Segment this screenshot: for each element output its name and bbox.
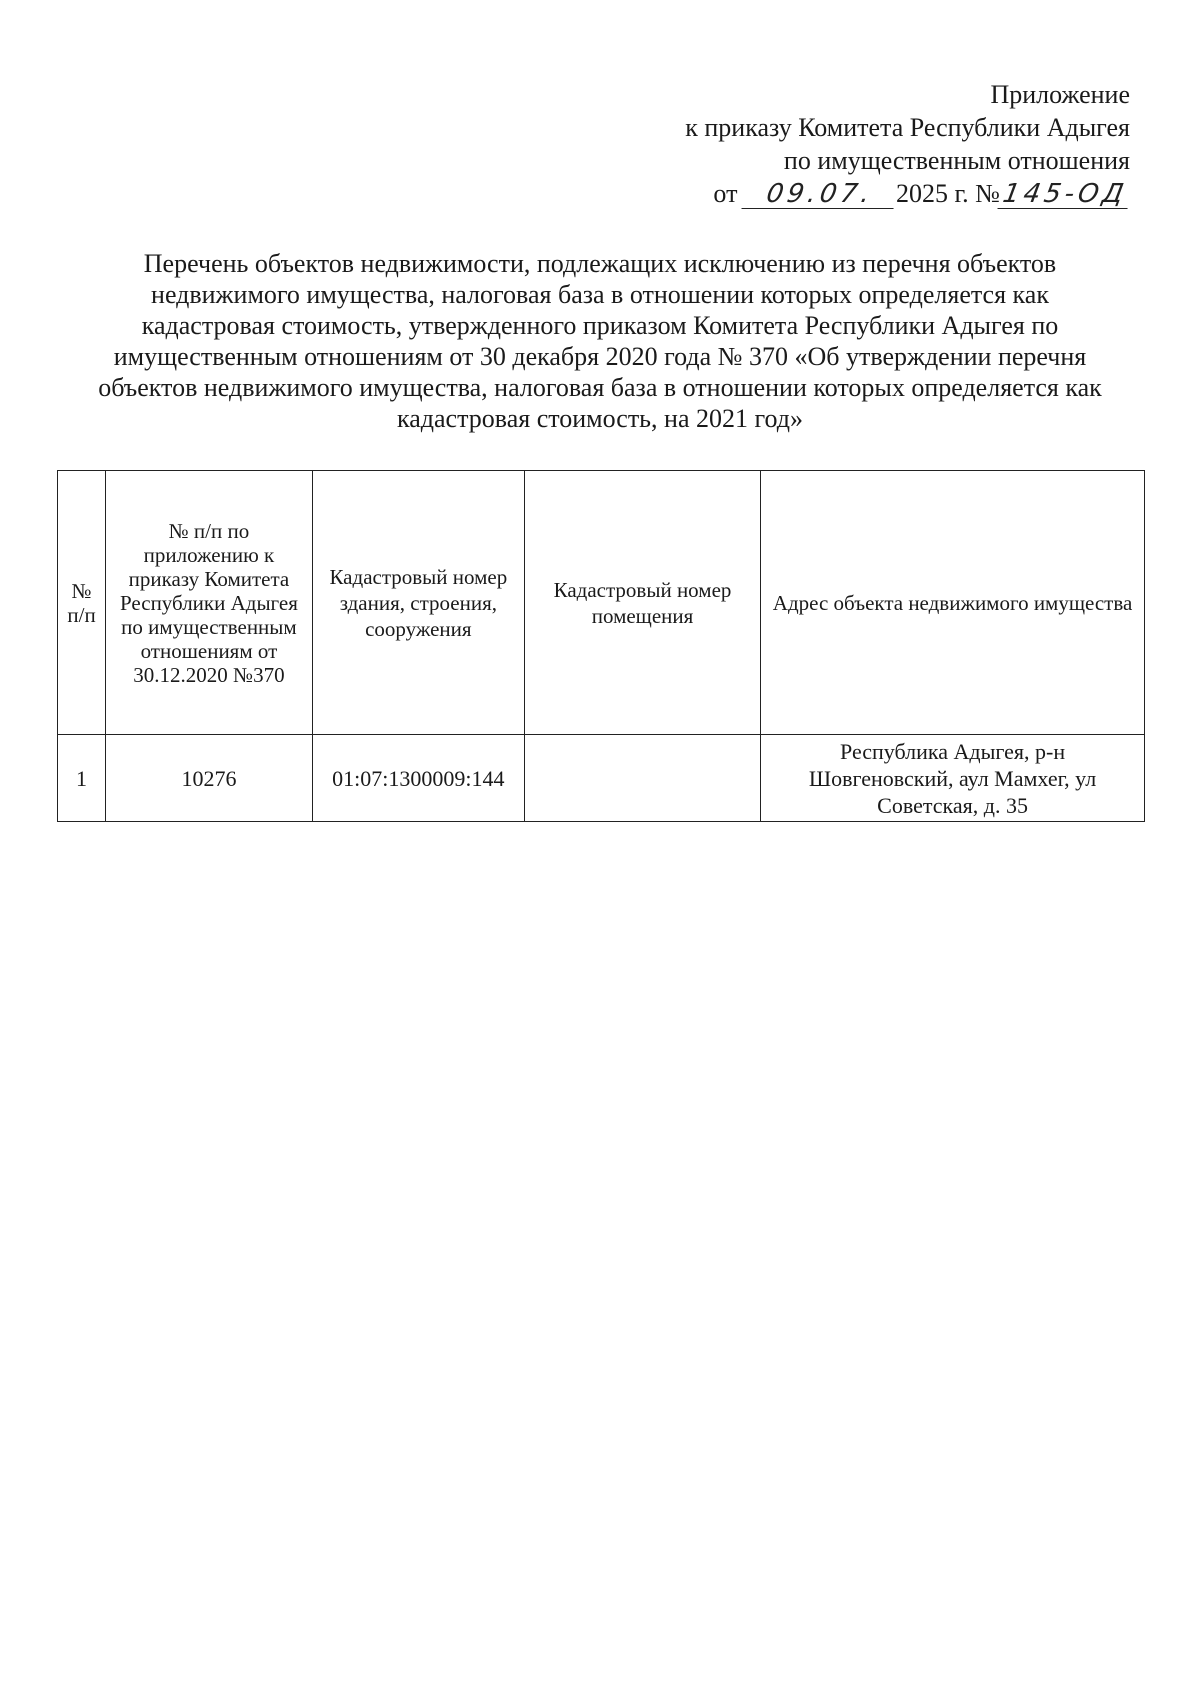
- title-line: объектов недвижимого имущества, налоговая база в отношении которых определяется как: [98, 373, 1102, 402]
- table-body: [58, 735, 1145, 822]
- appendix-committee-reference: по имущественным отношения: [783, 146, 1130, 175]
- table-header-row: [58, 471, 1145, 735]
- title-line: недвижимого имущества, налоговая база в отношении которых определяется как: [151, 280, 1049, 309]
- title-line: имущественным отношениям от 30 декабря 2020 года № 370 «Об утверждении перечня: [113, 342, 1087, 371]
- title-line: кадастровая стоимость, утвержденного приказом Комитета Республики Адыгея по: [141, 311, 1059, 340]
- header-premises-cadastral: Кадастровый номер помещения: [524, 471, 760, 735]
- header-building-cadastral: Кадастровый номер здания, строения, сооружения: [312, 471, 524, 735]
- title-line: кадастровая стоимость, на 2021 год»: [397, 404, 803, 433]
- appendix-label: Приложение: [990, 80, 1130, 109]
- header-appendix-number: № п/п по приложению к приказу Комитета Республики Адыгея по имущественным отношениям от 30.12.2020 №370: [106, 471, 313, 735]
- cell-premises-cadastral: [524, 735, 760, 822]
- cell-appendix-number: 10276: [106, 735, 313, 822]
- property-table: [57, 470, 1145, 822]
- cell-building-cadastral: 01:07:1300009:144: [312, 735, 524, 822]
- table-row: [58, 735, 1145, 822]
- table-header: [58, 471, 1145, 735]
- title-line: Перечень объектов недвижимости, подлежащих исключению из перечня объектов: [143, 249, 1057, 278]
- handwritten-date: 09.07.: [741, 180, 898, 209]
- date-prefix: от: [713, 179, 738, 208]
- appendix-order-reference: к приказу Комитета Республики Адыгея: [685, 113, 1130, 142]
- date-year-label: 2025 г. №: [895, 179, 1000, 208]
- appendix-header: [530, 78, 1130, 210]
- header-address: Адрес объекта недвижимого имущества: [761, 471, 1145, 735]
- cell-row-number: 1: [58, 735, 106, 822]
- document-title: [50, 248, 1150, 434]
- header-row-number: № п/п: [58, 471, 106, 735]
- order-date-line: [530, 177, 1130, 210]
- cell-address: Республика Адыгея, р-н Шовгеновский, аул Мамхег, ул Советская, д. 35: [761, 735, 1145, 822]
- handwritten-order-number: 145-ОД: [997, 180, 1132, 209]
